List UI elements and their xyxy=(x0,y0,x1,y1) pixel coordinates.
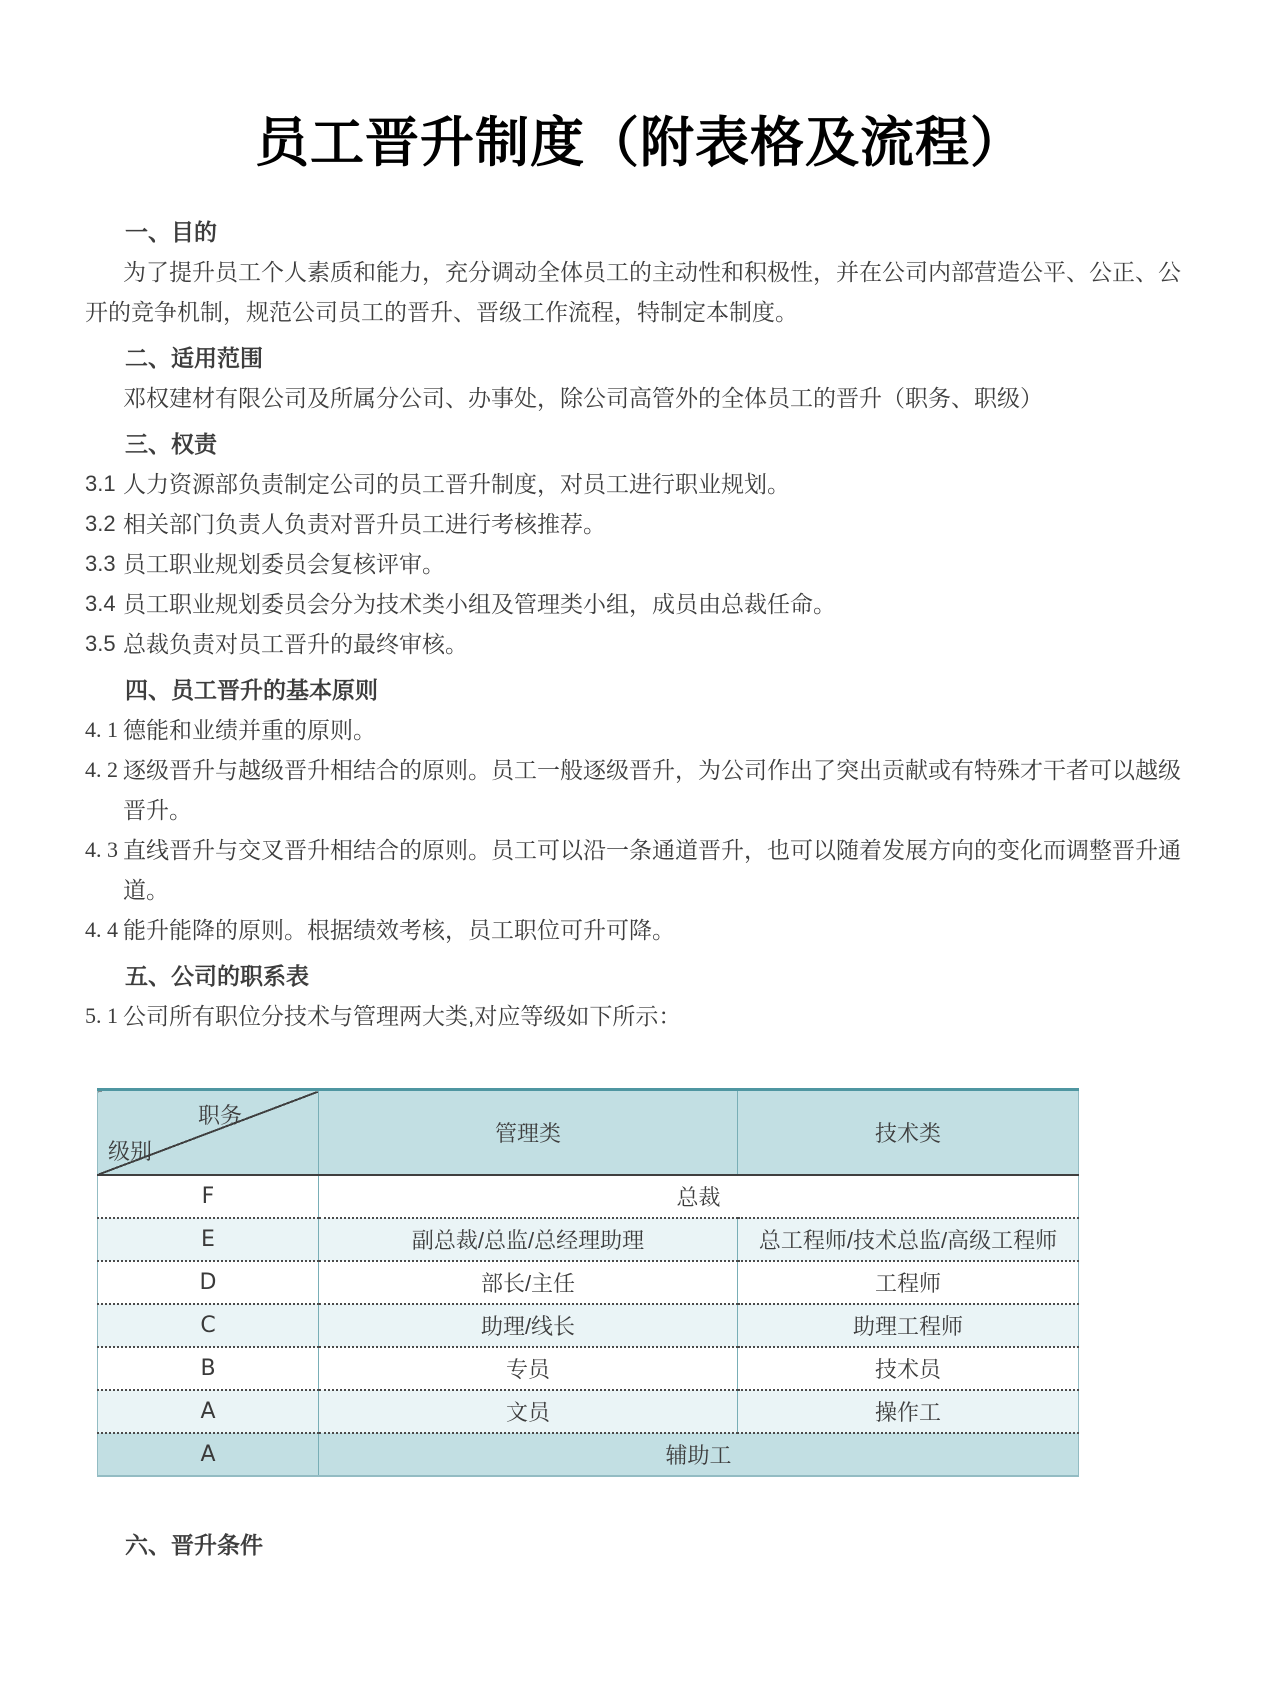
level-cell: A xyxy=(98,1433,319,1476)
position-cell-merged: 辅助工 xyxy=(319,1433,1079,1476)
position-cell-management: 助理/线长 xyxy=(319,1304,738,1347)
item-number: 3.5 xyxy=(85,631,116,656)
table-row xyxy=(98,1433,1079,1476)
numbered-item xyxy=(85,830,1195,910)
corner-label-level: 级别 xyxy=(108,1138,153,1164)
numbered-item xyxy=(85,464,1195,504)
table-row xyxy=(98,1218,1079,1261)
scope-paragraph: 邓权建材有限公司及所属分公司、办事处，除公司高管外的全体员工的晋升（职务、职级） xyxy=(123,385,1043,411)
item-text: 相关部门负责人负责对晋升员工进行考核推荐。 xyxy=(123,511,606,537)
level-cell: A xyxy=(98,1390,319,1433)
position-cell-management: 副总裁/总监/总经理助理 xyxy=(319,1218,738,1261)
section-heading-promotion-conditions: 六、晋升条件 xyxy=(125,1531,263,1558)
corner-label-position: 职务 xyxy=(198,1103,243,1128)
column-header-management: 管理类 xyxy=(319,1090,738,1175)
numbered-item xyxy=(85,910,1195,950)
item-text: 能升能降的原则。根据绩效考核，员工职位可升可降。 xyxy=(123,917,675,943)
table-row xyxy=(98,1390,1079,1433)
position-cell-technical: 助理工程师 xyxy=(738,1304,1079,1347)
table-header-row xyxy=(98,1090,1079,1175)
item-number: 3.2 xyxy=(85,511,116,536)
item-text: 直线晋升与交叉晋升相结合的原则。员工可以沿一条通道晋升，也可以随着发展方向的变化而调整晋升通道。 xyxy=(123,837,1181,903)
numbered-item xyxy=(85,710,1195,750)
principle-item-list xyxy=(85,710,1195,950)
table-row xyxy=(98,1304,1079,1347)
position-cell-technical: 技术员 xyxy=(738,1347,1079,1390)
level-cell: D xyxy=(98,1261,319,1304)
table-row xyxy=(98,1347,1079,1390)
position-cell-merged: 总裁 xyxy=(319,1175,1079,1218)
position-cell-technical: 操作工 xyxy=(738,1390,1079,1433)
item-text: 员工职业规划委员会复核评审。 xyxy=(123,551,445,577)
table-row xyxy=(98,1175,1079,1218)
numbered-item xyxy=(85,544,1195,584)
table-row xyxy=(98,1261,1079,1304)
section-heading-principles: 四、员工晋升的基本原则 xyxy=(125,677,378,703)
item-number: 4. 2 xyxy=(85,757,118,782)
item-text: 公司所有职位分技术与管理两大类,对应等级如下所示： xyxy=(123,1003,682,1029)
responsibility-item-list xyxy=(85,464,1195,664)
numbered-item xyxy=(85,624,1195,664)
column-header-technical: 技术类 xyxy=(738,1090,1079,1175)
job-table-body xyxy=(98,1175,1079,1476)
item-text: 总裁负责对员工晋升的最终审核。 xyxy=(123,631,468,657)
item-number: 4. 4 xyxy=(85,917,118,942)
numbered-item xyxy=(85,504,1195,544)
section-heading-responsibility: 三、权责 xyxy=(125,431,217,457)
level-cell: E xyxy=(98,1218,319,1261)
item-number: 3.3 xyxy=(85,551,116,576)
job-system-item xyxy=(85,996,1195,1036)
purpose-paragraph: 为了提升员工个人素质和能力，充分调动全体员工的主动性和积极性，并在公司内部营造公平、公正、公开的竞争机制，规范公司员工的晋升、晋级工作流程，特制定本制度。 xyxy=(85,259,1181,325)
section-heading-job-system: 五、公司的职系表 xyxy=(125,963,309,989)
item-number: 4. 1 xyxy=(85,717,118,742)
position-cell-management: 文员 xyxy=(319,1390,738,1433)
document-title: 员工晋升制度（附表格及流程） xyxy=(255,113,1025,173)
section-heading-scope: 二、适用范围 xyxy=(125,345,263,371)
level-cell: B xyxy=(98,1347,319,1390)
item-number: 3.1 xyxy=(85,471,116,496)
item-number: 4. 3 xyxy=(85,837,118,862)
section-heading-purpose: 一、目的 xyxy=(125,219,217,245)
item-text: 德能和业绩并重的原则。 xyxy=(123,717,376,743)
item-number: 5. 1 xyxy=(85,1003,118,1028)
item-text: 人力资源部负责制定公司的员工晋升制度，对员工进行职业规划。 xyxy=(123,471,790,497)
numbered-item xyxy=(85,750,1195,830)
level-cell: F xyxy=(201,1183,215,1209)
item-number: 3.4 xyxy=(85,591,116,616)
position-cell-management: 部长/主任 xyxy=(319,1261,738,1304)
position-cell-management: 专员 xyxy=(319,1347,738,1390)
position-cell-technical: 工程师 xyxy=(738,1261,1079,1304)
job-grade-table xyxy=(97,1088,1079,1477)
level-cell: C xyxy=(98,1304,319,1347)
item-text: 员工职业规划委员会分为技术类小组及管理类小组，成员由总裁任命。 xyxy=(123,591,836,617)
position-cell-technical: 总工程师/技术总监/高级工程师 xyxy=(738,1218,1079,1261)
item-text: 逐级晋升与越级晋升相结合的原则。员工一般逐级晋升，为公司作出了突出贡献或有特殊才干者可以越级晋升。 xyxy=(123,757,1181,823)
corner-header-cell xyxy=(98,1090,319,1175)
numbered-item xyxy=(85,584,1195,624)
